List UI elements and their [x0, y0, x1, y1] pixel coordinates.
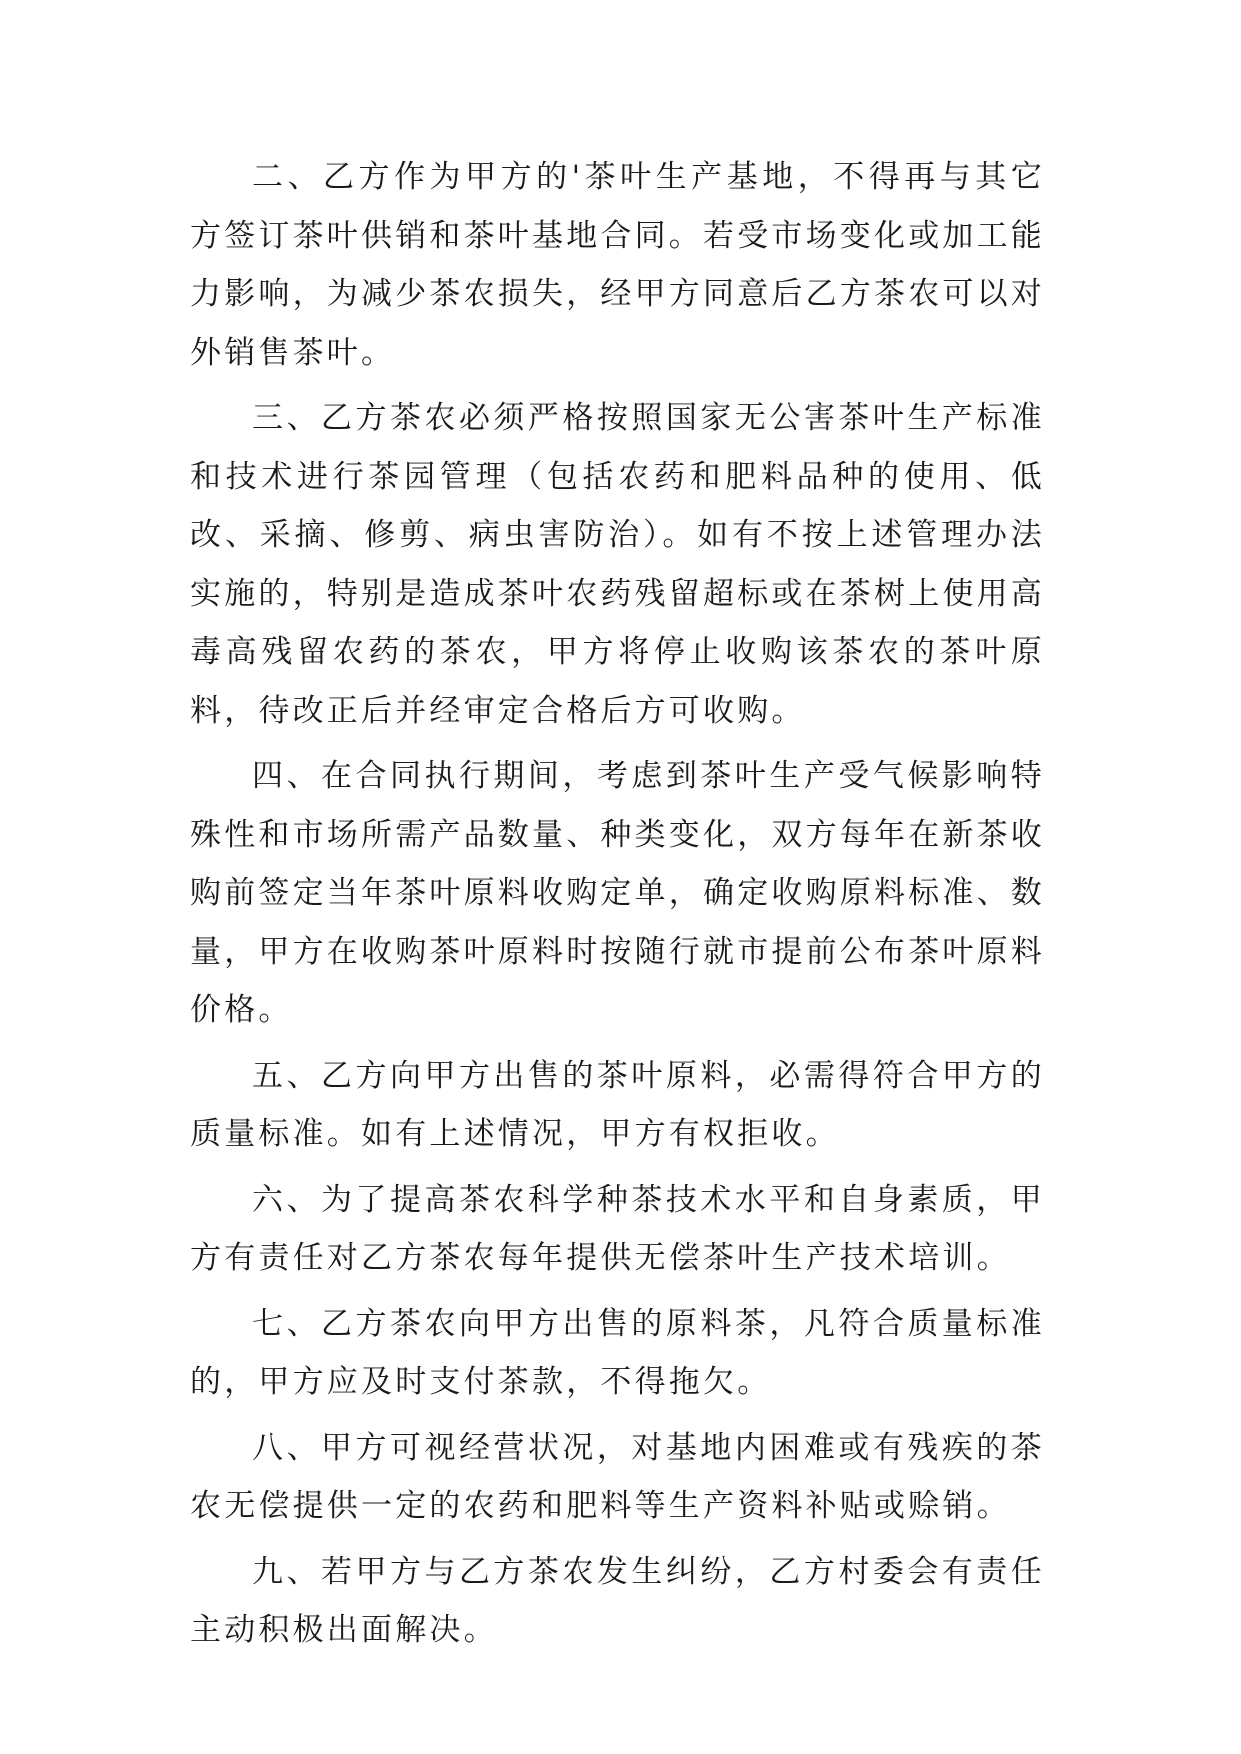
clause-4-paragraph: 四、在合同执行期间，考虑到茶叶生产受气候影响特殊性和市场所需产品数量、种类变化，双方每年在新茶收购前签定当年茶叶原料收购定单，确定收购原料标准、数量，甲方在收购茶叶原料时按随行就市提前公布茶叶原料价格。 [190, 758, 1045, 1028]
clause-9-paragraph: 九、若甲方与乙方茶农发生纠纷，乙方村委会有责任主动积极出面解决。 [190, 1553, 1045, 1648]
clause-8-paragraph: 八、甲方可视经营状况，对基地内困难或有残疾的茶农无偿提供一定的农药和肥料等生产资料补贴或赊销。 [190, 1429, 1045, 1524]
clause-2-paragraph: 二、乙方作为甲方的'茶叶生产基地，不得再与其它方签订茶叶供销和茶叶基地合同。若受市场变化或加工能力影响，为减少茶农损失，经甲方同意后乙方茶农可以对外销售茶叶。 [190, 159, 1045, 371]
clause-3-paragraph: 三、乙方茶农必须严格按照国家无公害茶叶生产标准和技术进行茶园管理（包括农药和肥料品种的使用、低改、采摘、修剪、病虫害防治）。如有不按上述管理办法实施的，特别是造成茶叶农药残留超标或在茶树上使用高毒高残留农药的茶农，甲方将停止收购该茶农的茶叶原料，待改正后并经审定合格后方可收购。 [190, 400, 1045, 729]
clause-6-paragraph: 六、为了提高茶农科学种茶技术水平和自身素质，甲方有责任对乙方茶农每年提供无偿茶叶生产技术培训。 [190, 1181, 1045, 1276]
document-body [190, 148, 1045, 1667]
clause-5-paragraph: 五、乙方向甲方出售的茶叶原料，必需得符合甲方的质量标准。如有上述情况，甲方有权拒收。 [190, 1057, 1045, 1152]
clause-7-paragraph: 七、乙方茶农向甲方出售的原料茶，凡符合质量标准的，甲方应及时支付茶款，不得拖欠。 [190, 1305, 1045, 1400]
